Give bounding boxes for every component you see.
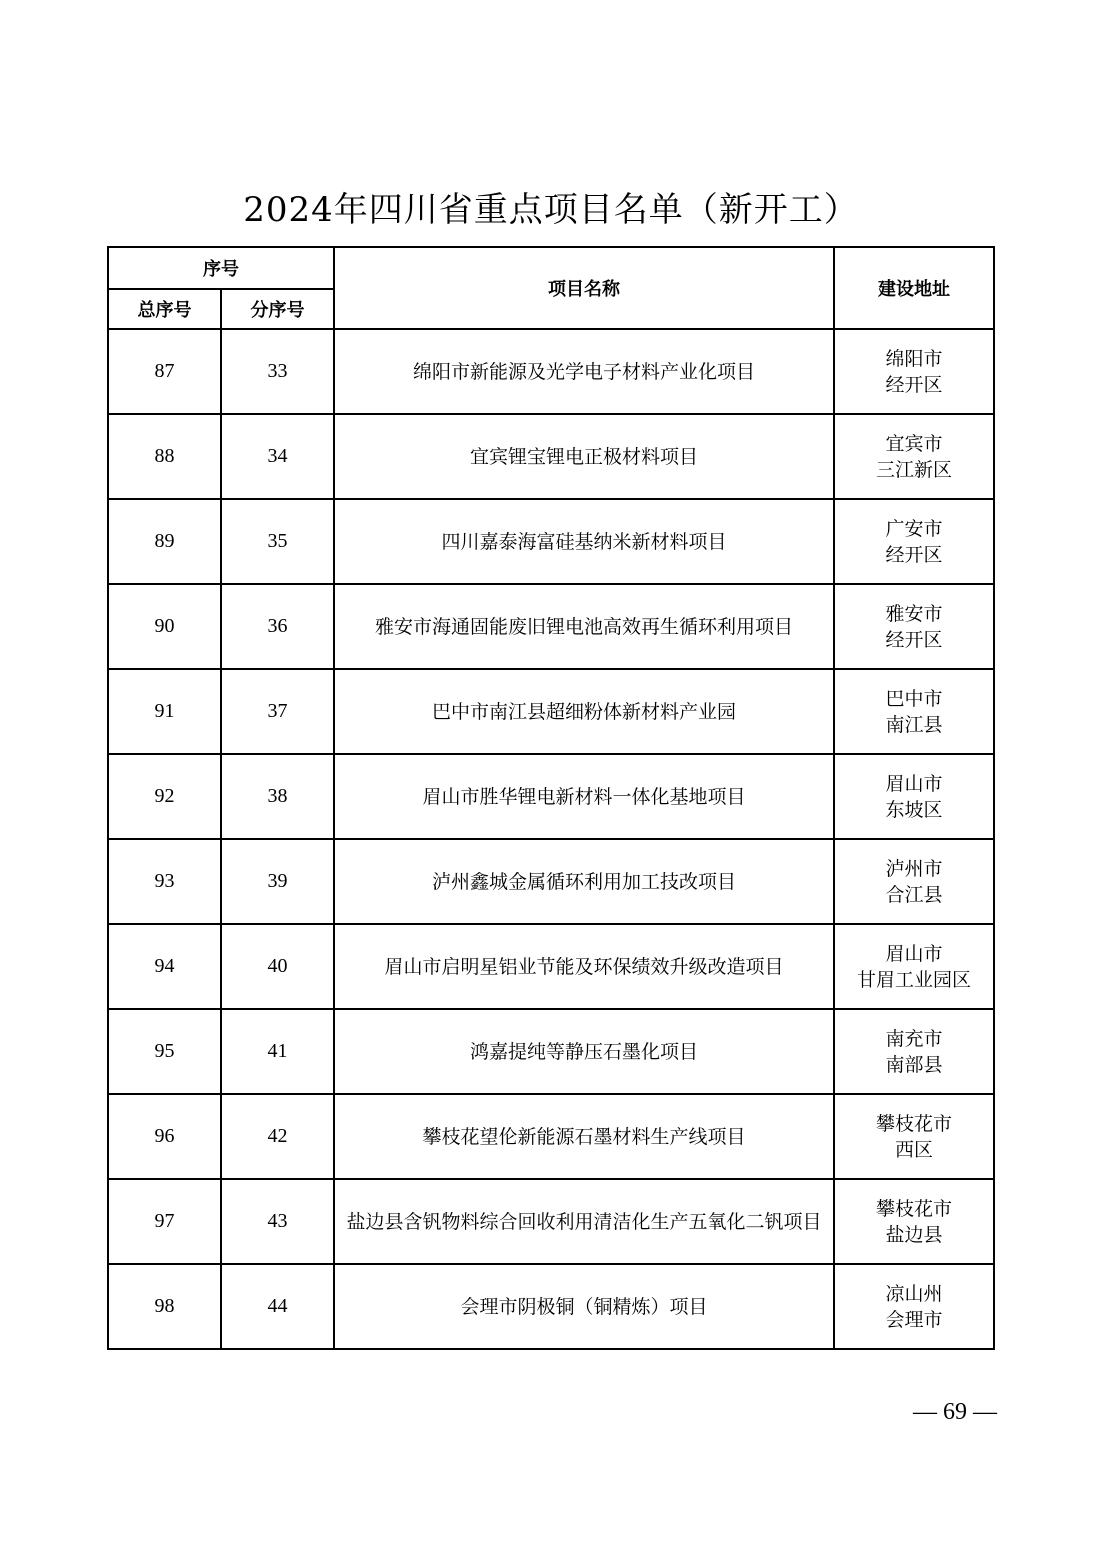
project-name-cell: 鸿嘉提纯等静压石墨化项目 bbox=[334, 1009, 834, 1094]
location-cell bbox=[834, 584, 994, 669]
table-row bbox=[108, 414, 994, 499]
location-district: 南江县 bbox=[885, 713, 943, 736]
sub-seq-cell: 34 bbox=[221, 414, 334, 499]
location-cell bbox=[834, 1009, 994, 1094]
location-district: 经开区 bbox=[885, 628, 943, 651]
location-cell bbox=[834, 329, 994, 414]
location-cell bbox=[834, 839, 994, 924]
header-sub-seq: 分序号 bbox=[221, 289, 334, 329]
location-district: 合江县 bbox=[885, 883, 943, 906]
table-body bbox=[108, 329, 994, 1349]
location-district: 盐边县 bbox=[885, 1223, 943, 1246]
total-seq-cell: 93 bbox=[108, 839, 221, 924]
sub-seq-cell: 38 bbox=[221, 754, 334, 839]
location-city: 攀枝花市 bbox=[875, 1112, 952, 1135]
total-seq-cell: 95 bbox=[108, 1009, 221, 1094]
project-name-cell: 眉山市胜华锂电新材料一体化基地项目 bbox=[334, 754, 834, 839]
location-district: 甘眉工业园区 bbox=[856, 968, 971, 991]
table-row bbox=[108, 329, 994, 414]
sub-seq-cell: 40 bbox=[221, 924, 334, 1009]
project-name-cell: 巴中市南江县超细粉体新材料产业园 bbox=[334, 669, 834, 754]
sub-seq-cell: 37 bbox=[221, 669, 334, 754]
header-project-name: 项目名称 bbox=[334, 247, 834, 329]
total-seq-cell: 92 bbox=[108, 754, 221, 839]
project-name-cell: 眉山市启明星铝业节能及环保绩效升级改造项目 bbox=[334, 924, 834, 1009]
project-name-cell: 宜宾锂宝锂电正极材料项目 bbox=[334, 414, 834, 499]
location-city: 雅安市 bbox=[885, 602, 943, 625]
sub-seq-cell: 33 bbox=[221, 329, 334, 414]
location-cell bbox=[834, 669, 994, 754]
total-seq-cell: 98 bbox=[108, 1264, 221, 1349]
location-city: 巴中市 bbox=[885, 687, 943, 710]
document-title: 2024年四川省重点项目名单（新开工） bbox=[243, 190, 859, 230]
table-row bbox=[108, 1179, 994, 1264]
location-district: 经开区 bbox=[885, 373, 943, 396]
location-cell bbox=[834, 1264, 994, 1349]
page-number: — 69 — bbox=[913, 1399, 997, 1425]
location-district: 经开区 bbox=[885, 543, 943, 566]
project-name-cell: 雅安市海通固能废旧锂电池高效再生循环利用项目 bbox=[334, 584, 834, 669]
project-name-cell: 盐边县含钒物料综合回收利用清洁化生产五氧化二钒项目 bbox=[334, 1179, 834, 1264]
location-city: 绵阳市 bbox=[885, 347, 943, 370]
sub-seq-cell: 35 bbox=[221, 499, 334, 584]
location-city: 广安市 bbox=[885, 517, 943, 540]
project-name-cell: 四川嘉泰海富硅基纳米新材料项目 bbox=[334, 499, 834, 584]
sub-seq-cell: 36 bbox=[221, 584, 334, 669]
location-cell bbox=[834, 924, 994, 1009]
table-row bbox=[108, 1009, 994, 1094]
table-row bbox=[108, 1094, 994, 1179]
header-seq-group: 序号 bbox=[108, 247, 334, 289]
header-total-seq: 总序号 bbox=[108, 289, 221, 329]
project-name-cell: 泸州鑫城金属循环利用加工技改项目 bbox=[334, 839, 834, 924]
sub-seq-cell: 41 bbox=[221, 1009, 334, 1094]
table-row bbox=[108, 584, 994, 669]
table-row bbox=[108, 924, 994, 1009]
location-district: 三江新区 bbox=[875, 458, 952, 481]
total-seq-cell: 97 bbox=[108, 1179, 221, 1264]
location-city: 攀枝花市 bbox=[875, 1197, 952, 1220]
location-cell bbox=[834, 754, 994, 839]
location-city: 眉山市 bbox=[885, 772, 943, 795]
project-name-cell: 攀枝花望伦新能源石墨材料生产线项目 bbox=[334, 1094, 834, 1179]
sub-seq-cell: 42 bbox=[221, 1094, 334, 1179]
total-seq-cell: 88 bbox=[108, 414, 221, 499]
location-cell bbox=[834, 499, 994, 584]
location-city: 宜宾市 bbox=[885, 432, 943, 455]
table-row bbox=[108, 499, 994, 584]
total-seq-cell: 90 bbox=[108, 584, 221, 669]
location-cell bbox=[834, 1179, 994, 1264]
location-city: 南充市 bbox=[885, 1027, 943, 1050]
total-seq-cell: 94 bbox=[108, 924, 221, 1009]
location-district: 东坡区 bbox=[885, 798, 943, 821]
location-city: 眉山市 bbox=[885, 942, 943, 965]
sub-seq-cell: 44 bbox=[221, 1264, 334, 1349]
table-row bbox=[108, 669, 994, 754]
project-name-cell: 会理市阴极铜（铜精炼）项目 bbox=[334, 1264, 834, 1349]
table-row bbox=[108, 754, 994, 839]
location-city: 凉山州 bbox=[885, 1282, 943, 1305]
sub-seq-cell: 39 bbox=[221, 839, 334, 924]
header-location: 建设地址 bbox=[834, 247, 994, 329]
location-city: 泸州市 bbox=[885, 857, 943, 880]
sub-seq-cell: 43 bbox=[221, 1179, 334, 1264]
location-district: 西区 bbox=[894, 1138, 933, 1161]
location-cell bbox=[834, 1094, 994, 1179]
project-table bbox=[107, 246, 995, 1350]
table-row bbox=[108, 1264, 994, 1349]
total-seq-cell: 96 bbox=[108, 1094, 221, 1179]
total-seq-cell: 87 bbox=[108, 329, 221, 414]
location-district: 南部县 bbox=[885, 1053, 943, 1076]
total-seq-cell: 89 bbox=[108, 499, 221, 584]
location-cell bbox=[834, 414, 994, 499]
total-seq-cell: 91 bbox=[108, 669, 221, 754]
project-name-cell: 绵阳市新能源及光学电子材料产业化项目 bbox=[334, 329, 834, 414]
location-district: 会理市 bbox=[885, 1308, 943, 1331]
table-row bbox=[108, 839, 994, 924]
